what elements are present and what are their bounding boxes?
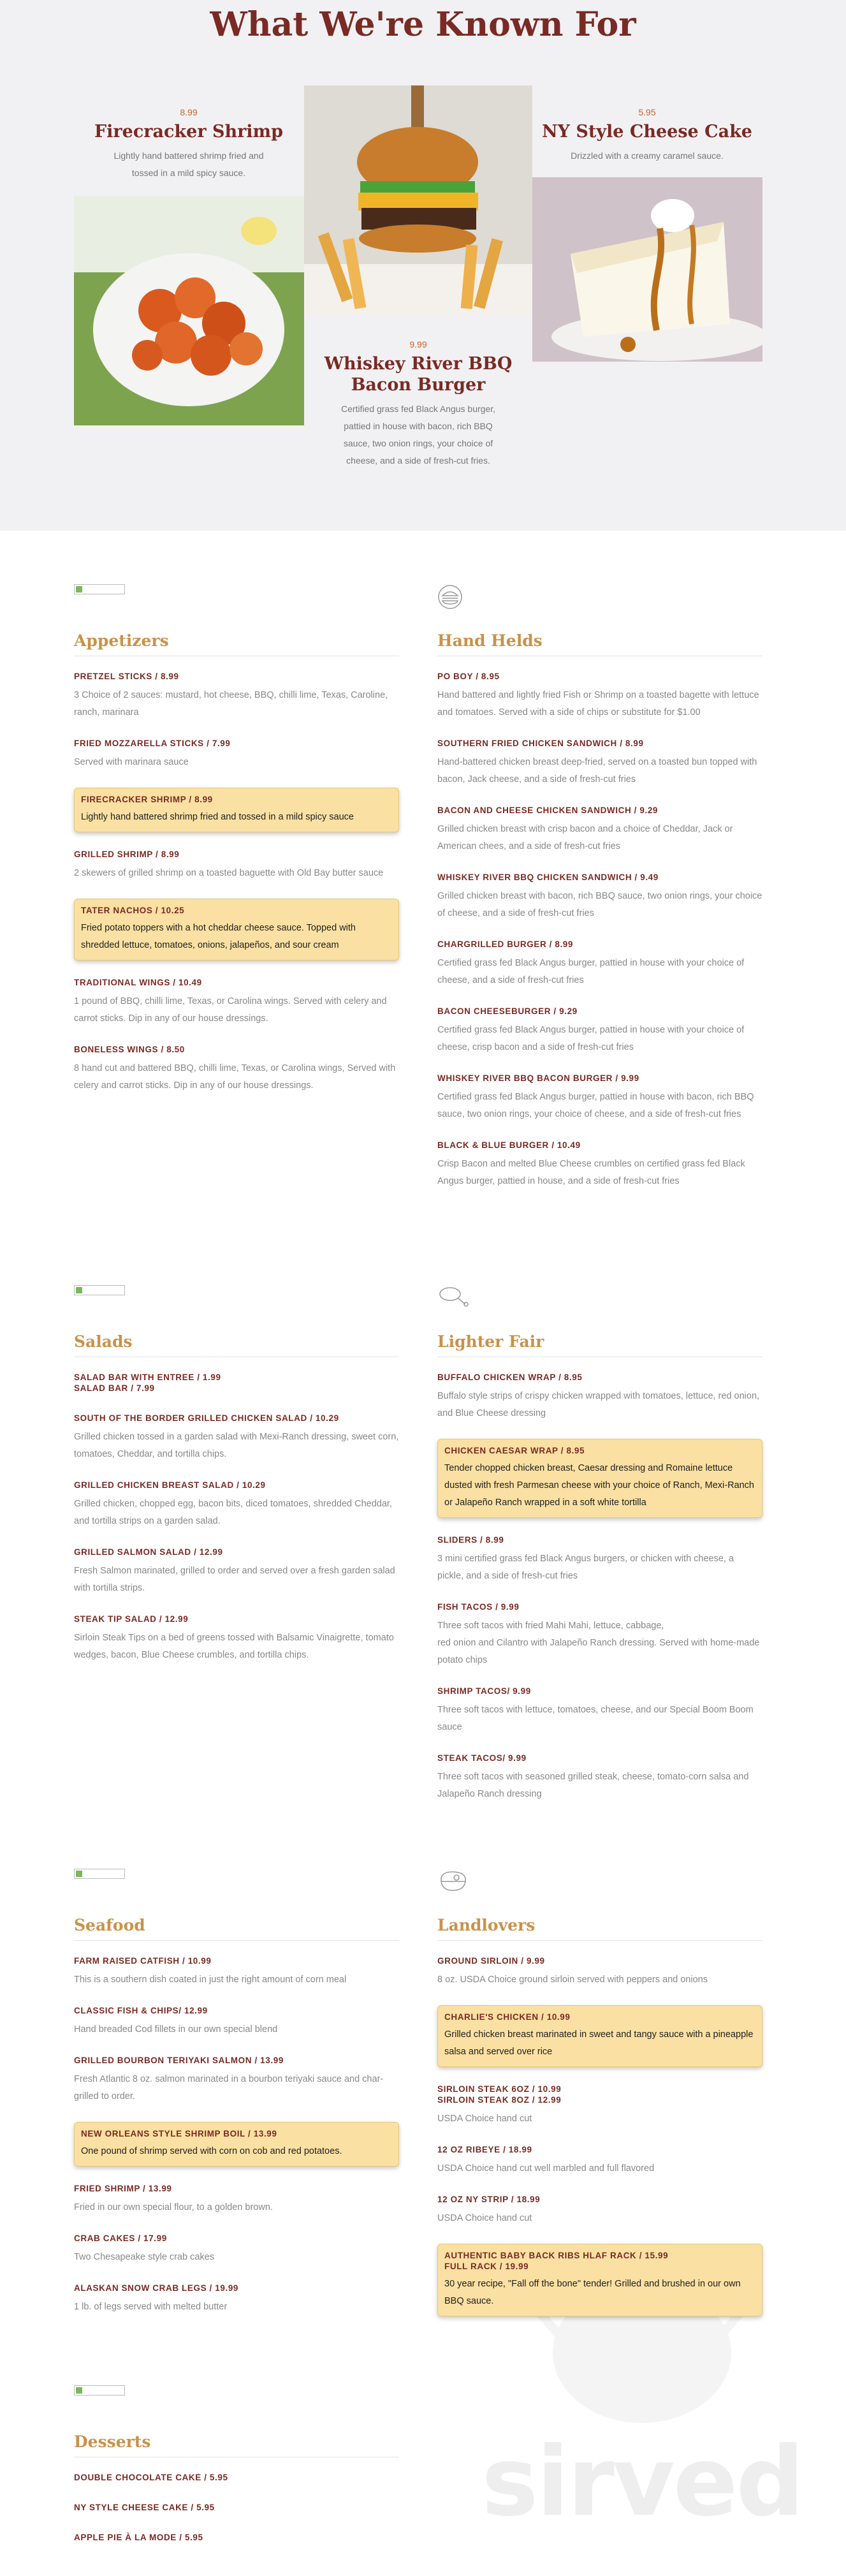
item-list <box>437 1372 762 1820</box>
menu-item <box>74 2005 399 2038</box>
featured-menu-item <box>437 2005 762 2067</box>
menu-item-title: FIRECRACKER SHRIMP / 8.99 <box>81 795 213 804</box>
menu-section-desserts <box>74 2385 399 2542</box>
featured-card-burger <box>304 339 532 469</box>
menu-item-description: Fried in our own special flour, to a golden brown. <box>74 2202 273 2212</box>
burger-photo <box>304 85 532 315</box>
menu-item <box>437 1372 762 1422</box>
menu-item-description: 1 lb. of legs served with melted butter <box>74 2302 228 2312</box>
menu-item-description: Served with marinara sauce <box>74 757 189 767</box>
menu-item <box>437 738 762 788</box>
menu-item <box>437 1140 762 1190</box>
menu-item-description: Fresh Salmon marinated, grilled to order and served over a fresh garden salad with tortilla strips. <box>74 1566 395 1593</box>
menu-item-description: Grilled chicken tossed in a garden salad with Mexi-Ranch dressing, sweet corn, tomatoes, Cheddar, and tortilla chips. <box>74 1432 399 1459</box>
menu-item <box>74 2283 399 2316</box>
menu-item-title: CHARGRILLED BURGER / 8.99 <box>437 939 574 949</box>
menu-item-description: 30 year recipe, "Fall off the bone" tender! Grilled and brushed in our own BBQ sauce. <box>444 2279 741 2306</box>
menu-item <box>437 671 762 721</box>
broken-image-icon <box>74 584 125 600</box>
menu-item-title: CRAB CAKES / 17.99 <box>74 2234 167 2243</box>
shrimp-photo <box>74 196 304 425</box>
featured-menu-item <box>74 899 399 960</box>
featured-name: Firecracker Shrimp <box>94 122 283 142</box>
steak-icon <box>437 1869 469 1894</box>
menu-item-description: Two Chesapeake style crab cakes <box>74 2252 215 2262</box>
section-title: Hand Helds <box>437 631 543 650</box>
section-title: Seafood <box>74 1916 145 1934</box>
menu-item-description: Three soft tacos with seasoned grilled steak, cheese, tomato-corn salsa and Jalapeño Ranch dressing <box>437 1772 749 1799</box>
item-list <box>74 1372 399 1681</box>
item-list <box>74 1955 399 2332</box>
menu-item <box>437 805 762 855</box>
menu-item-title: BLACK & BLUE BURGER / 10.49 <box>437 1140 581 1150</box>
menu-section-seafood <box>74 1869 399 2312</box>
menu-item-title: TRADITIONAL WINGS / 10.49 <box>74 978 202 987</box>
menu-item-title: GRILLED SALMON SALAD / 12.99 <box>74 1547 223 1557</box>
menu-item-title: APPLE PIE À LA MODE / 5.95 <box>74 2533 203 2542</box>
featured-price: 5.95 <box>638 107 656 117</box>
menu-item <box>74 2532 399 2543</box>
menu-item-title: GRILLED SHRIMP / 8.99 <box>74 850 180 859</box>
menu-item-description: 8 hand cut and battered BBQ, chilli lime, Texas, or Carolina wings, Served with celery and carrot sticks. Dip in any of our house dressings. <box>74 1063 396 1091</box>
known-for-section <box>0 0 846 531</box>
menu-item-description: 3 mini certified grass fed Black Angus burgers, or chicken with cheese, a pickle, and a side of fresh-cut fries <box>437 1554 734 1581</box>
known-for-title: What We're Known For <box>210 5 636 44</box>
menu-item-title: STEAK TACOS/ 9.99 <box>437 1753 527 1763</box>
menu-item <box>74 1372 399 1394</box>
menu-item <box>74 977 399 1027</box>
menu-item-description: 2 skewers of grilled shrimp on a toasted baguette with Old Bay butter sauce <box>74 868 384 878</box>
menu-item <box>437 1955 762 1989</box>
menu-section-appetizers <box>74 584 399 1091</box>
menu-item-title: CHARLIE'S CHICKEN / 10.99 <box>444 2012 571 2022</box>
section-title: Landlovers <box>437 1916 536 1934</box>
menu-section-salads <box>74 1285 399 1660</box>
item-list <box>437 1955 762 2333</box>
featured-card-shrimp <box>74 107 303 182</box>
menu-item-title: GRILLED BOURBON TERIYAKI SALMON / 13.99 <box>74 2056 284 2065</box>
featured-desc: Certified grass fed Black Angus burger, pattied in house with bacon, rich BBQ sauce, two onion rings, your choice of cheese, and a side of fresh-cut fries. <box>340 404 496 466</box>
section-divider <box>437 1940 762 1941</box>
menu-item-title: PRETZEL STICKS / 8.99 <box>74 672 179 681</box>
menu-item-description: Sirloin Steak Tips on a bed of greens tossed with Balsamic Vinaigrette, tomato wedges, bacon, Blue Cheese crumbles, and tortilla chips. <box>74 1633 394 1660</box>
menu-item-description: Certified grass fed Black Angus burger, pattied in house with your choice of cheese, and a side of fresh-cut fries <box>437 958 745 985</box>
menu-item-description: Hand battered and lightly fried Fish or Shrimp on a toasted bagette with lettuce and tomatoes. Served with a side of chips or substitute for $1.00 <box>437 690 759 718</box>
broken-image-icon <box>74 1869 125 1884</box>
menu-item-description: USDA Choice hand cut <box>437 2114 532 2124</box>
menu-item <box>74 2233 399 2266</box>
menu-item <box>74 1413 399 1463</box>
menu-item-title: BONELESS WINGS / 8.50 <box>74 1045 185 1054</box>
menu-item-description: 8 oz. USDA Choice ground sirloin served with peppers and onions <box>437 1975 708 1985</box>
chicken-leg-icon <box>437 1285 469 1307</box>
menu-item-title: GRILLED CHICKEN BREAST SALAD / 10.29 <box>74 1480 266 1490</box>
menu-item <box>74 1614 399 1664</box>
menu-item-description: USDA Choice hand cut well marbled and full flavored <box>437 2163 655 2174</box>
menu-item-description: 3 Choice of 2 sauces: mustard, hot cheese, BBQ, chilli lime, Texas, Caroline, ranch, marinara <box>74 690 388 718</box>
menu-item <box>437 1535 762 1585</box>
menu-item-title: NY STYLE CHEESE CAKE / 5.95 <box>74 2503 215 2512</box>
menu-item-description: Tender chopped chicken breast, Caesar dressing and Romaine lettuce dusted with fresh Parmesan cheese with your choice of Ranch, Mexi-Ranch or Jalapeño Ranch wrapped in a soft white tortilla <box>444 1463 754 1508</box>
menu-item-title: GROUND SIRLOIN / 9.99 <box>437 1956 545 1966</box>
burger-icon <box>437 584 463 610</box>
menu-item-description: Fresh Atlantic 8 oz. salmon marinated in a bourbon teriyaki sauce and char-grilled to order. <box>74 2074 384 2101</box>
menu-item-title: SLIDERS / 8.99 <box>437 1535 504 1545</box>
menu-item-description: 1 pound of BBQ, chilli lime, Texas, or Carolina wings. Served with celery and carrot sticks. Dip in any of our house dressings. <box>74 996 387 1024</box>
featured-menu-item <box>74 788 399 832</box>
menu-item <box>437 1006 762 1056</box>
menu-item <box>74 738 399 771</box>
menu-item-title: SALAD BAR WITH ENTREE / 1.99 SALAD BAR / 7.99 <box>74 1373 221 1393</box>
menu-item-title: WHISKEY RIVER BBQ BACON BURGER / 9.99 <box>437 1073 639 1083</box>
menu-item-title: DOUBLE CHOCOLATE CAKE / 5.95 <box>74 2473 228 2482</box>
menu-item-description: One pound of shrimp served with corn on cob and red potatoes. <box>81 2146 342 2156</box>
menu-item <box>437 1753 762 1803</box>
menu-item-title: SOUTHERN FRIED CHICKEN SANDWICH / 8.99 <box>437 739 644 748</box>
menu-item-title: SHRIMP TACOS/ 9.99 <box>437 1686 531 1696</box>
featured-menu-item <box>437 2244 762 2316</box>
menu-item-title: PO BOY / 8.95 <box>437 672 500 681</box>
broken-image-icon <box>74 1285 125 1300</box>
menu-item <box>74 2183 399 2216</box>
menu-section-landlovers <box>437 1869 762 2306</box>
menu-item-title: FRIED SHRIMP / 13.99 <box>74 2184 172 2193</box>
menu-item-description: Grilled chicken breast with bacon, rich BBQ sauce, two onion rings, your choice of cheese, and a side of fresh-cut fries <box>437 891 762 918</box>
menu-item <box>437 872 762 922</box>
featured-desc: Drizzled with a creamy caramel sauce. <box>571 151 724 161</box>
featured-price: 8.99 <box>180 107 198 117</box>
menu-item <box>437 2194 762 2227</box>
menu-item-description: Buffalo style strips of crispy chicken wrapped with tomatoes, lettuce, red onion, and Blue Cheese dressing <box>437 1391 760 1418</box>
menu-item-title: WHISKEY RIVER BBQ CHICKEN SANDWICH / 9.49 <box>437 872 659 882</box>
menu-item-description: Hand-battered chicken breast deep-fried, served on a toasted bun topped with bacon, Jack cheese, and a side of fresh-cut fries <box>437 757 757 784</box>
featured-price: 9.99 <box>409 339 427 350</box>
menu-item-title: BACON CHEESEBURGER / 9.29 <box>437 1006 578 1016</box>
section-title: Appetizers <box>74 631 169 650</box>
item-list <box>74 671 399 1111</box>
menu-item <box>74 671 399 721</box>
menu-item-description: Fried potato toppers with a hot cheddar cheese sauce. Topped with shredded lettuce, tomatoes, onions, jalapeños, and sour cream <box>81 923 356 950</box>
section-divider <box>74 1940 399 1941</box>
menu-item-description: Certified grass fed Black Angus burger, pattied in house with bacon, rich BBQ sauce, two onion rings, your choice of cheese, and a side of fresh-cut fries <box>437 1092 754 1119</box>
menu-item <box>74 1044 399 1094</box>
menu-item-title: STEAK TIP SALAD / 12.99 <box>74 1614 189 1624</box>
cheesecake-photo <box>532 177 762 362</box>
menu-item-description: This is a southern dish coated in just the right amount of corn meal <box>74 1975 347 1985</box>
menu-item <box>437 2084 762 2128</box>
menu-item <box>437 1073 762 1123</box>
broken-image-icon <box>74 2385 125 2401</box>
section-title: Lighter Fair <box>437 1332 544 1351</box>
menu-item-title: TATER NACHOS / 10.25 <box>81 906 185 915</box>
menu-item <box>437 939 762 989</box>
menu-item-description: Lightly hand battered shrimp fried and tossed in a mild spicy sauce <box>81 812 354 822</box>
item-list <box>437 671 762 1207</box>
menu-item <box>74 1955 399 1989</box>
menu-item-title: CHICKEN CAESAR WRAP / 8.95 <box>444 1446 585 1455</box>
menu-item-title: FARM RAISED CATFISH / 10.99 <box>74 1956 212 1966</box>
featured-name: NY Style Cheese Cake <box>542 122 752 142</box>
menu-item-title: 12 OZ NY STRIP / 18.99 <box>437 2195 541 2204</box>
menu-item-title: 12 OZ RIBEYE / 18.99 <box>437 2145 532 2154</box>
menu-item-title: NEW ORLEANS STYLE SHRIMP BOIL / 13.99 <box>81 2129 277 2138</box>
featured-desc: Lightly hand battered shrimp fried and tossed in a mild spicy sauce. <box>113 151 264 178</box>
menu-item-title: FRIED MOZZARELLA STICKS / 7.99 <box>74 739 231 748</box>
menu-section-lighter-fair <box>437 1285 762 1799</box>
menu-item-description: Hand breaded Cod fillets in our own special blend <box>74 2024 278 2035</box>
menu-item <box>74 1480 399 1530</box>
featured-name: Whiskey River BBQ Bacon Burger <box>324 354 513 395</box>
menu-item-title: CLASSIC FISH & CHIPS/ 12.99 <box>74 2006 208 2015</box>
menu-item-title: FISH TACOS / 9.99 <box>437 1602 520 1612</box>
menu-item-title: ALASKAN SNOW CRAB LEGS / 19.99 <box>74 2283 239 2293</box>
menu-item <box>74 2502 399 2513</box>
menu-item-description: Grilled chicken breast marinated in sweet and tangy sauce with a pineapple salsa and served over rice <box>444 2029 754 2057</box>
menu-item <box>74 1547 399 1597</box>
menu-item-description: Three soft tacos with fried Mahi Mahi, lettuce, cabbage, red onion and Cilantro with Jalapeño Ranch dressing. Served with home-made potato chips <box>437 1621 760 1665</box>
menu-item <box>437 1601 762 1669</box>
menu-item <box>74 2055 399 2105</box>
menu-item-title: SIRLOIN STEAK 6OZ / 10.99 SIRLOIN STEAK 8OZ / 12.99 <box>437 2084 562 2105</box>
menu-item-description: Three soft tacos with lettuce, tomatoes, cheese, and our Special Boom Boom sauce <box>437 1705 754 1732</box>
featured-menu-item <box>74 2122 399 2167</box>
menu-item-description: USDA Choice hand cut <box>437 2213 532 2223</box>
item-list <box>74 2472 399 2562</box>
menu-item-title: BUFFALO CHICKEN WRAP / 8.95 <box>437 1373 583 1382</box>
featured-menu-item <box>437 1439 762 1518</box>
featured-card-cheesecake <box>532 107 762 165</box>
menu-item-description: Grilled chicken, chopped egg, bacon bits, diced tomatoes, shredded Cheddar, and tortilla strips on a garden salad. <box>74 1499 392 1526</box>
menu-section-hand-helds <box>437 584 762 1186</box>
menu-item <box>74 849 399 882</box>
section-title: Desserts <box>74 2432 151 2451</box>
section-title: Salads <box>74 1332 133 1351</box>
menu-item <box>74 2472 399 2483</box>
menu-item-title: AUTHENTIC BABY BACK RIBS HLAF RACK / 15.99 FULL RACK / 19.99 <box>444 2251 669 2271</box>
menu-item-title: BACON AND CHEESE CHICKEN SANDWICH / 9.29 <box>437 806 659 815</box>
menu-item-description: Crisp Bacon and melted Blue Cheese crumbles on certified grass fed Black Angus burger, pattied in house, and a side of fresh-cut fries <box>437 1159 745 1186</box>
watermark-text: sirved <box>481 2427 803 2538</box>
menu-item-description: Certified grass fed Black Angus burger, pattied in house with your choice of cheese, crisp bacon and a side of fresh-cut fries <box>437 1025 745 1052</box>
menu-item-description: Grilled chicken breast with crisp bacon and a choice of Cheddar, Jack or American chees, and a side of fresh-cut fries <box>437 824 733 851</box>
menu-item <box>437 1686 762 1736</box>
menu-item <box>437 2144 762 2177</box>
menu-section <box>0 531 846 2576</box>
menu-item-title: SOUTH OF THE BORDER GRILLED CHICKEN SALAD / 10.29 <box>74 1413 339 1423</box>
